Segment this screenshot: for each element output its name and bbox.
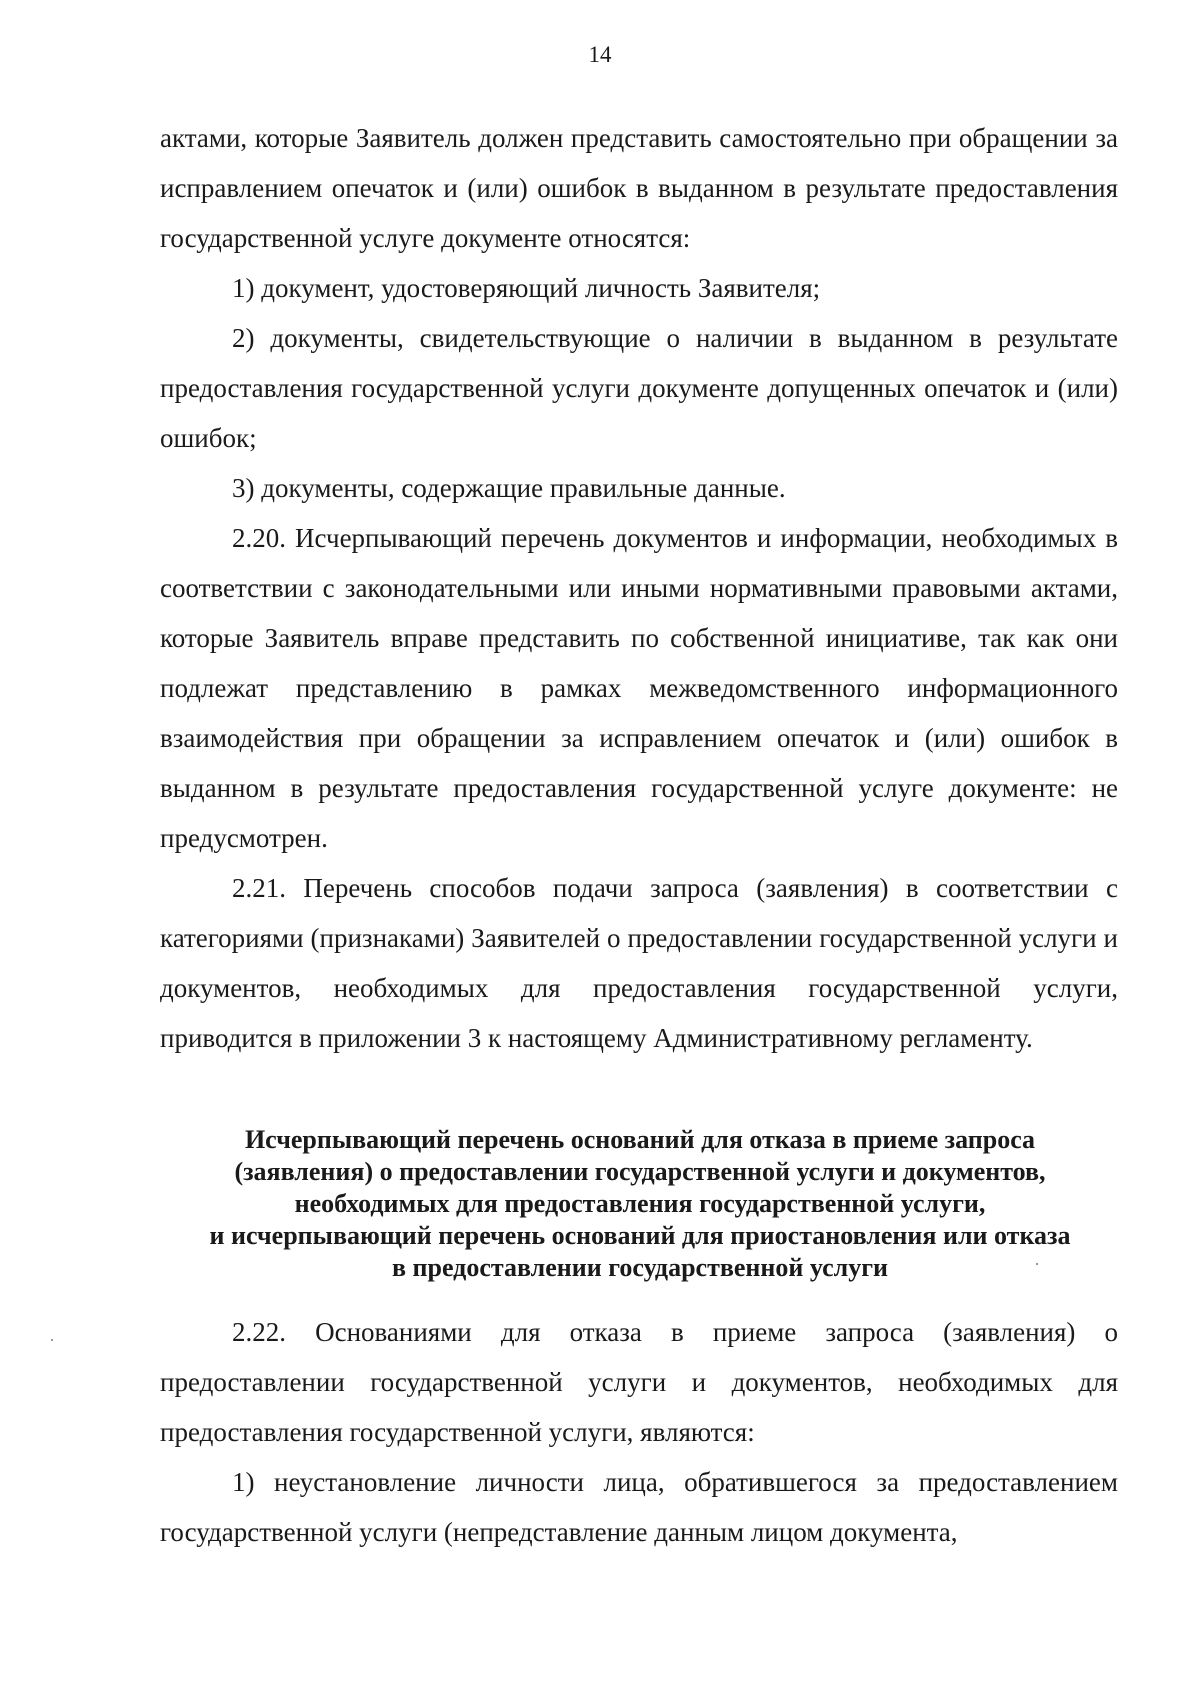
body-text-bottom bbox=[160, 1307, 1118, 1557]
section-heading-line: необходимых для предоставления государственной услуги, bbox=[294, 1189, 986, 1218]
list-item-correct-data: 3) документы, содержащие правильные данные. bbox=[232, 473, 786, 503]
page-number: 14 bbox=[588, 42, 612, 67]
paragraph-continuation: актами, которые Заявитель должен представить самостоятельно при обращении за исправлением опечаток и (или) ошибок в выданном в результате предоставления государственной услуге документе относятся: bbox=[160, 123, 1118, 253]
section-heading-line: и исчерпывающий перечень оснований для приостановления или отказа bbox=[209, 1221, 1071, 1250]
scan-speck bbox=[51, 1339, 53, 1341]
section-heading-line: Исчерпывающий перечень оснований для отказа в приеме запроса bbox=[244, 1125, 1036, 1154]
paragraph-2-21: 2.21. Перечень способов подачи запроса (заявления) в соответствии с категориями (признаками) Заявителей о предоставлении государственной услуги и документов, необходимых для предоставления государственной услуги, приводится в приложении 3 к настоящему Административному регламенту. bbox=[160, 873, 1118, 1053]
scan-speck bbox=[1036, 1263, 1038, 1265]
paragraph-2-20: 2.20. Исчерпывающий перечень документов и информации, необходимых в соответствии с законодательными или иными нормативными правовыми актами, которые Заявитель вправе представить по собственной инициативе, так как они подлежат представлению в рамках межведомственного информационного взаимодействия при обращении за исправлением опечаток и (или) ошибок в выданном в результате предоставления государственной услуге документе: не предусмотрен. bbox=[160, 523, 1118, 853]
list-item-identity-document: 1) документ, удостоверяющий личность Заявителя; bbox=[232, 273, 821, 303]
paragraph-2-22: 2.22. Основаниями для отказа в приеме запроса (заявления) о предоставлении государственной услуги и документов, необходимых для предоставления государственной услуги, являются: bbox=[160, 1317, 1118, 1447]
section-heading-line: (заявления) о предоставлении государственной услуги и документов, bbox=[234, 1157, 1046, 1186]
section-heading-line: в предоставлении государственной услуги bbox=[391, 1253, 888, 1282]
list-item-error-documents: 2) документы, свидетельствующие о наличии в выданном в результате предоставления государственной услуги документе допущенных опечаток и (или) ошибок; bbox=[160, 323, 1118, 453]
list-item-unidentified-person: 1) неустановление личности лица, обратившегося за предоставлением государственной услуги (непредставление данным лицом документа, bbox=[160, 1467, 1118, 1547]
section-heading bbox=[150, 1124, 1130, 1284]
body-text-top bbox=[160, 113, 1118, 1063]
